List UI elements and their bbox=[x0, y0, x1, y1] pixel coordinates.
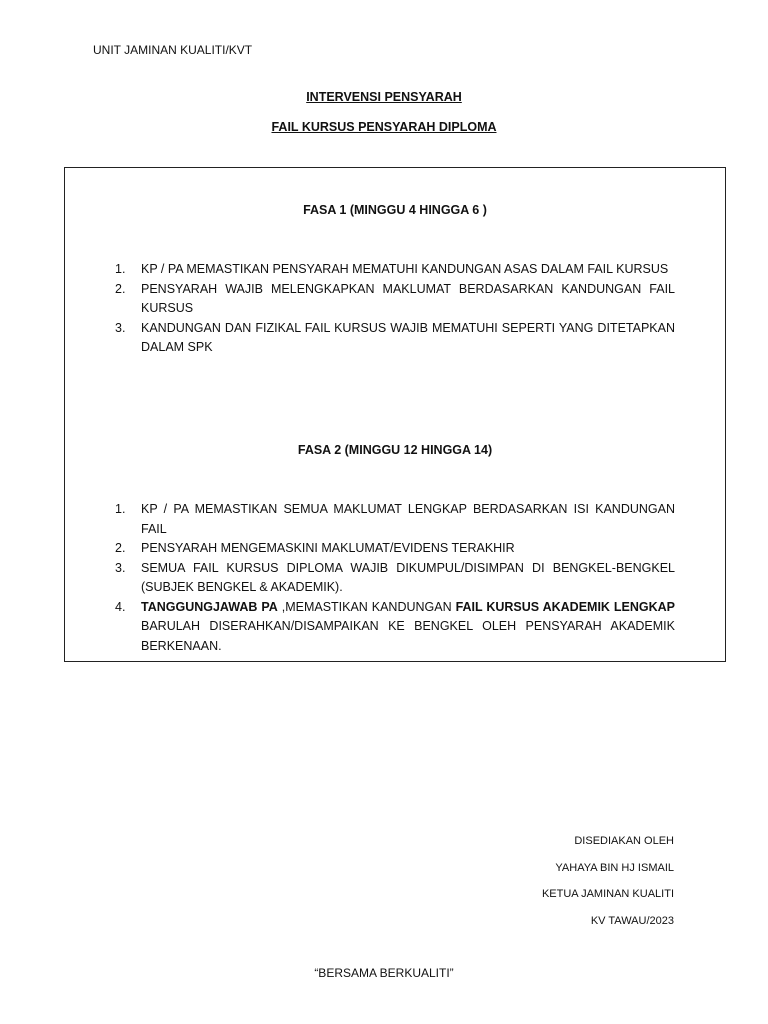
preparer-position: KETUA JAMINAN KUALITI bbox=[541, 888, 674, 900]
signature-block bbox=[542, 828, 674, 934]
list-item bbox=[115, 260, 675, 280]
phase2-list bbox=[115, 500, 675, 656]
list-item bbox=[115, 559, 675, 598]
item-text: KP / PA MEMASTIKAN PENSYARAH MEMATUHI KANDUNGAN ASAS DALAM FAIL KURSUS bbox=[141, 262, 669, 276]
header-unit-label: UNIT JAMINAN KUALITI/KVT bbox=[93, 43, 253, 57]
item-number: 1. bbox=[115, 262, 126, 276]
item-number: 2. bbox=[115, 541, 126, 555]
responsibility-label: TANGGUNGJAWAB PA bbox=[141, 599, 278, 614]
item-number: 2. bbox=[115, 281, 126, 296]
item-number: 3. bbox=[115, 320, 126, 335]
item-text: KP / PA MEMASTIKAN SEMUA MAKLUMAT LENGKAP BERDASARKAN ISI KANDUNGAN FAIL bbox=[141, 502, 675, 536]
document-title: INTERVENSI PENSYARAH bbox=[306, 90, 462, 104]
item-text: KANDUNGAN DAN FIZIKAL FAIL KURSUS WAJIB MEMATUHI SEPERTI YANG DITETAPKAN DALAM SPK bbox=[141, 320, 675, 354]
list-item bbox=[115, 598, 675, 657]
item-text-segment: ,MEMASTIKAN KANDUNGAN bbox=[277, 599, 456, 614]
item-number: 1. bbox=[115, 502, 126, 516]
item-number: 3. bbox=[115, 560, 126, 575]
item-number: 4. bbox=[115, 599, 126, 614]
item-text-segment: BARULAH DISERAHKAN/DISAMPAIKAN KE BENGKEL OLEH PENSYARAH AKADEMIK BERKENAAN. bbox=[141, 619, 675, 653]
list-item bbox=[115, 500, 675, 539]
organization-year: KV TAWAU/2023 bbox=[590, 914, 674, 927]
item-text: PENSYARAH MENGEMASKINI MAKLUMAT/EVIDENS TERAKHIR bbox=[141, 541, 515, 555]
phase2-title: FASA 2 (MINGGU 12 HINGGA 14) bbox=[297, 443, 493, 457]
footer-motto: “BERSAMA BERKUALITI” bbox=[314, 966, 454, 980]
phase1-title: FASA 1 (MINGGU 4 HINGGA 6 ) bbox=[303, 203, 487, 217]
highlighted-text: FAIL KURSUS AKADEMIK LENGKAP bbox=[455, 599, 675, 614]
item-text: PENSYARAH WAJIB MELENGKAPKAN MAKLUMAT BERDASARKAN KANDUNGAN FAIL KURSUS bbox=[141, 281, 675, 315]
preparer-name: YAHAYA BIN HJ ISMAIL bbox=[555, 861, 674, 874]
item-text: SEMUA FAIL KURSUS DIPLOMA WAJIB DIKUMPUL/DISIMPAN DI BENGKEL-BENGKEL (SUBJEK BENGKEL & AKADEMIK). bbox=[141, 560, 675, 594]
phase1-list bbox=[115, 260, 675, 358]
list-item bbox=[115, 539, 675, 559]
list-item bbox=[115, 319, 675, 358]
document-subtitle: FAIL KURSUS PENSYARAH DIPLOMA bbox=[271, 120, 497, 134]
phases-box bbox=[64, 167, 726, 662]
list-item bbox=[115, 280, 675, 319]
prepared-by-label: DISEDIAKAN OLEH bbox=[574, 835, 674, 847]
